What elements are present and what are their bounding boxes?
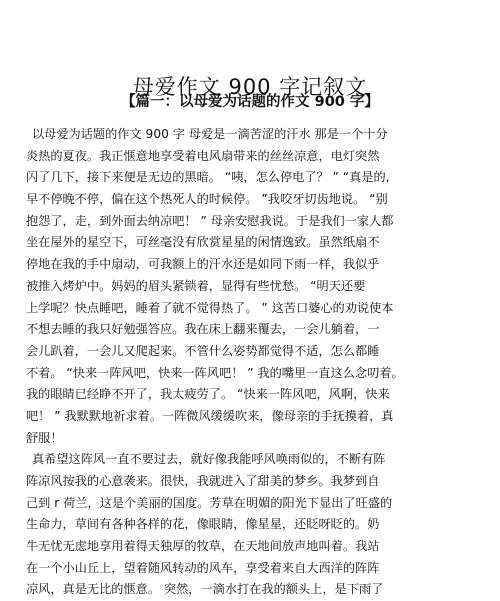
- text-line: 抱怨了，走，到外面去纳凉吧！ ” 母亲安慰我说。于是我们一家人都: [26, 213, 394, 228]
- text-line: 阵凉风按我的心意袭来。很快，我就进入了甜美的梦乡。我梦到自: [26, 474, 380, 488]
- text-line: 我的眼睛已经睁不开了，我太疲劳了。 “快来一阵风吧，风啊，快来: [26, 387, 390, 402]
- essay-body: [26, 124, 456, 601]
- text-line: 不想去睡的我只好勉强答应。我在床上翻来覆去，一会儿躺着，一: [26, 322, 380, 337]
- text-line: 早不停晚不停，偏在这个热死人的时候停。 ”我咬牙切齿地说。 “别: [26, 192, 388, 207]
- text-line: 坐在屋外的星空下，可丝毫没有欣赏星星的闲情逸致。虽然纸扇不: [26, 235, 380, 250]
- text-line: 在一个小山丘上，望着随风转动的风车，享受着来自大西洋的阵阵: [26, 560, 380, 575]
- section-heading: 【篇一：以母爱为话题的作文 900 字】: [121, 94, 379, 110]
- text-line: 以母爱为话题的作文 900 字 母爱是一滴苦涩的汗水 那是一个十分: [32, 127, 388, 141]
- text-line: 上学呢？快点睡吧，睡着了就不觉得热了。 ” 这苦口婆心的劝说使本: [26, 300, 394, 315]
- text-line: 吧！ ” 我默默地祈求着。一阵微风缓缓吹来，像母亲的手抚摸着，真: [26, 408, 394, 423]
- page-title: 母爱作文 900 字记叙文: [132, 75, 368, 100]
- text-line: 不着。 “快来一阵风吧，快来一阵风吧！ ” 我的嘴里一直这么念叨着。: [26, 365, 404, 380]
- text-line: 舒服！: [26, 430, 63, 445]
- text-line: 停地在我的手中扇动，可我额上的汗水还是如同下雨一样，我似乎: [26, 257, 380, 272]
- text-line: 凉风，真是无比的惬意。 突然，一滴水打在我的额头上，是下雨了: [26, 582, 384, 597]
- text-line: 会儿趴着，一会儿又爬起来。不管什么姿势都觉得不适，怎么都睡: [26, 343, 380, 358]
- text-line: 闪了几下，接下来便是无边的黑暗。 “咦，怎么停电了？ ” “真是的,: [26, 170, 390, 185]
- text-line: 炎热的夏夜。我正惬意地享受着电风扇带来的丝丝凉意，电灯突然: [26, 148, 380, 163]
- text-line: 被推入烤炉中。妈妈的眉头紧锁着，显得有些忧愁。 “明天还要: [26, 278, 366, 293]
- text-line: 生命力，草间有各种各样的花，像眼睛，像星星，还眨呀眨的。奶: [26, 517, 380, 532]
- text-line: 真希望这阵风一直不要过去，就好像我能呼风唤雨似的，不断有阵: [32, 452, 386, 467]
- text-line: 牛无忧无虑地享用着得天独厚的牧草，在天地间放声地叫着。我站: [26, 539, 380, 554]
- text-line: 己到 r 荷兰，这是个美丽的国度。芳草在明媚的阳光下显出了旺盛的: [26, 495, 393, 510]
